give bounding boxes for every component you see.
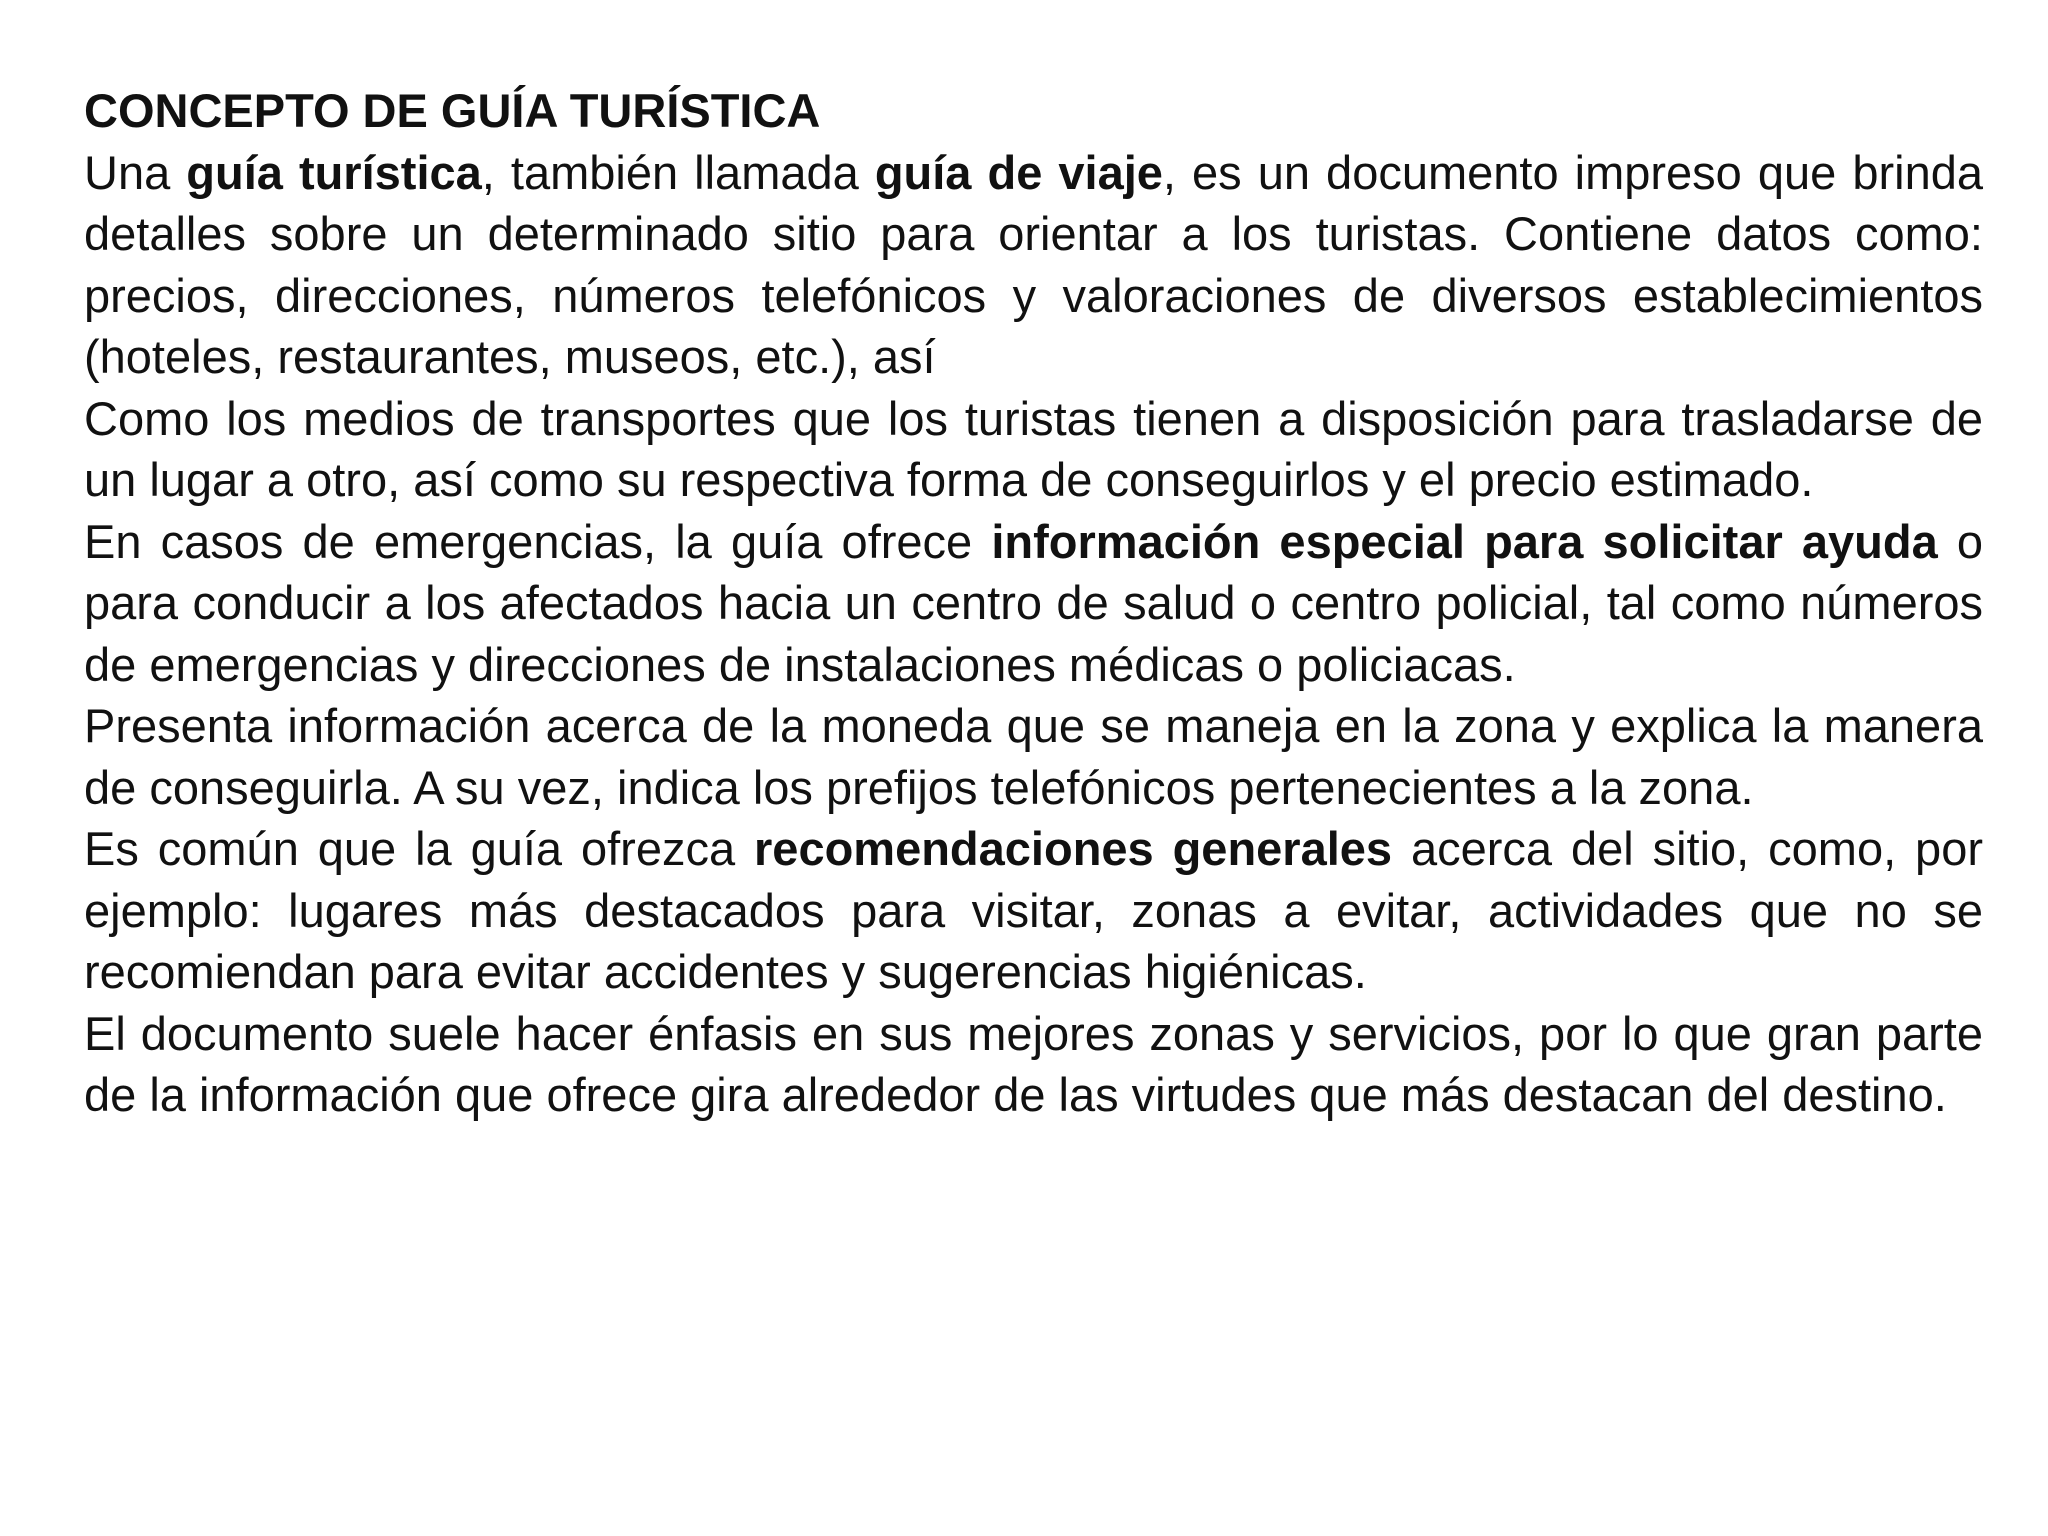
text-run: Es común que la guía ofrezca (84, 822, 755, 875)
text-run: , es un documento impreso que brinda detalles sobre un determinado sitio para orientar a los turistas. Contiene datos como: precios, direcciones, números telefónicos y valoraciones de diversos establecimientos (hoteles, restaurantes, museos, etc.), así (84, 145, 1983, 383)
bold-term-informacion-especial: información especial para solicitar ayuda (991, 514, 1938, 568)
bold-term-guia-de-viaje: guía de viaje (874, 145, 1163, 199)
text-run: El documento suele hacer énfasis en sus mejores zonas y servicios, por lo que gran parte de la información que ofrece gira alrededor de las virtudes que más destacan del destino. (84, 1006, 1983, 1121)
paragraph-emphasis (84, 1003, 1983, 1126)
bold-term-recomendaciones-generales: recomendaciones generales (754, 822, 1393, 875)
paragraph-transport (84, 388, 1983, 511)
text-run: Como los medios de transportes que los turistas tienen a disposición para trasladarse de un lugar a otro, así como su respectiva forma de conseguirlos y el precio estimado. (84, 391, 1983, 506)
text-run: o para conducir a los afectados hacia un centro de salud o centro policial, tal como números de emergencias y direcciones de instalaciones médicas o policiacas. (84, 514, 1983, 691)
paragraph-currency (84, 695, 1983, 818)
document-body (84, 80, 1983, 1126)
paragraph-emergencies (84, 511, 1983, 696)
text-run: En casos de emergencias, la guía ofrece (84, 514, 992, 568)
paragraph-definition (84, 142, 1983, 388)
text-run: acerca del sitio, como, por ejemplo: lugares más destacados para visitar, zonas a evitar, actividades que no se recomiendan para evitar accidentes y sugerencias higiénicas. (84, 822, 1983, 998)
text-run: Una (84, 145, 187, 199)
text-run: , también llamada (481, 145, 875, 199)
paragraph-recommendations (84, 818, 1983, 1003)
bold-term-guia-turistica: guía turística (186, 145, 482, 199)
document-title: CONCEPTO DE GUÍA TURÍSTICA (84, 84, 821, 137)
text-run: Presenta información acerca de la moneda que se maneja en la zona y explica la manera de conseguirla. A su vez, indica los prefijos telefónicos pertenecientes a la zona. (84, 699, 1983, 814)
